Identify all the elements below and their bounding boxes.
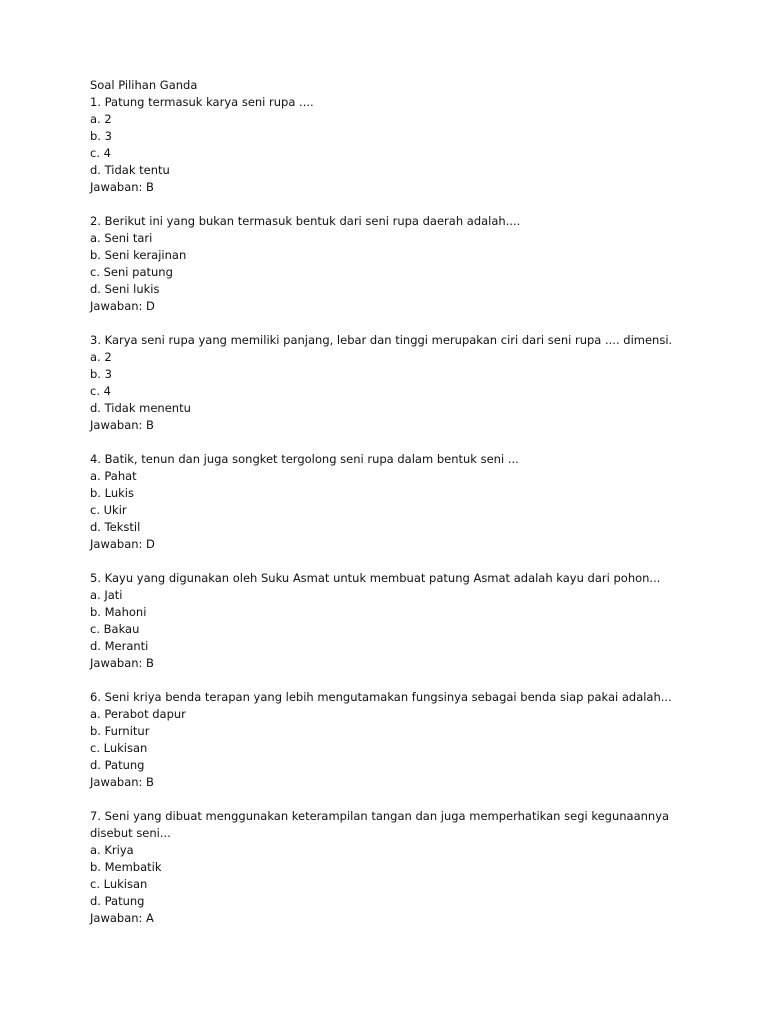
answer-option: a. Seni tari xyxy=(90,231,153,245)
answer-option: b. Membatik xyxy=(90,860,162,874)
answer-option: c. Ukir xyxy=(90,503,127,517)
question-prompt: 1. Patung termasuk karya seni rupa .... xyxy=(90,95,314,109)
answer-option: a. Jati xyxy=(90,588,123,602)
question-prompt: 4. Batik, tenun dan juga songket tergolong seni rupa dalam bentuk seni ... xyxy=(90,452,519,466)
answer-option: a. Kriya xyxy=(90,843,134,857)
question-prompt: 3. Karya seni rupa yang memiliki panjang, lebar dan tinggi merupakan ciri dari seni rupa .... dimensi. xyxy=(90,333,673,347)
answer-option: b. Furnitur xyxy=(90,724,150,738)
question-7 xyxy=(90,808,730,927)
answer-option: d. Patung xyxy=(90,758,145,772)
question-5 xyxy=(90,570,730,672)
answer-key: Jawaban: D xyxy=(90,299,155,313)
question-3 xyxy=(90,332,730,434)
answer-option: d. Tidak menentu xyxy=(90,401,191,415)
answer-key: Jawaban: D xyxy=(90,537,155,551)
question-4 xyxy=(90,451,730,553)
answer-option: d. Tekstil xyxy=(90,520,141,534)
answer-option: b. Mahoni xyxy=(90,605,147,619)
answer-option: c. 4 xyxy=(90,384,111,398)
question-list xyxy=(90,94,730,927)
answer-option: b. 3 xyxy=(90,367,112,381)
question-6 xyxy=(90,689,730,791)
answer-option: c. Lukisan xyxy=(90,877,148,891)
answer-option: c. Bakau xyxy=(90,622,140,636)
document-title: Soal Pilihan Ganda xyxy=(90,78,198,92)
answer-option: a. Perabot dapur xyxy=(90,707,186,721)
answer-option: c. 4 xyxy=(90,146,111,160)
answer-key: Jawaban: B xyxy=(90,180,154,194)
question-2 xyxy=(90,213,730,315)
question-prompt: 6. Seni kriya benda terapan yang lebih mengutamakan fungsinya sebagai benda siap pakai adalah... xyxy=(90,690,672,704)
answer-option: b. 3 xyxy=(90,129,112,143)
answer-key: Jawaban: B xyxy=(90,775,154,789)
question-prompt: 2. Berikut ini yang bukan termasuk bentuk dari seni rupa daerah adalah.... xyxy=(90,214,521,228)
question-prompt: 7. Seni yang dibuat menggunakan keterampilan tangan dan juga memperhatikan segi kegunaannya disebut seni... xyxy=(90,809,670,840)
answer-option: b. Seni kerajinan xyxy=(90,248,187,262)
document-content xyxy=(90,77,730,944)
answer-option: a. 2 xyxy=(90,112,112,126)
answer-option: d. Meranti xyxy=(90,639,149,653)
answer-option: b. Lukis xyxy=(90,486,134,500)
answer-key: Jawaban: A xyxy=(90,911,154,925)
answer-option: c. Lukisan xyxy=(90,741,148,755)
question-prompt: 5. Kayu yang digunakan oleh Suku Asmat untuk membuat patung Asmat adalah kayu dari pohon... xyxy=(90,571,661,585)
answer-option: c. Seni patung xyxy=(90,265,173,279)
question-1 xyxy=(90,94,730,196)
answer-option: d. Patung xyxy=(90,894,145,908)
answer-option: d. Seni lukis xyxy=(90,282,160,296)
answer-option: d. Tidak tentu xyxy=(90,163,170,177)
answer-option: a. Pahat xyxy=(90,469,137,483)
answer-key: Jawaban: B xyxy=(90,418,154,432)
answer-key: Jawaban: B xyxy=(90,656,154,670)
answer-option: a. 2 xyxy=(90,350,112,364)
